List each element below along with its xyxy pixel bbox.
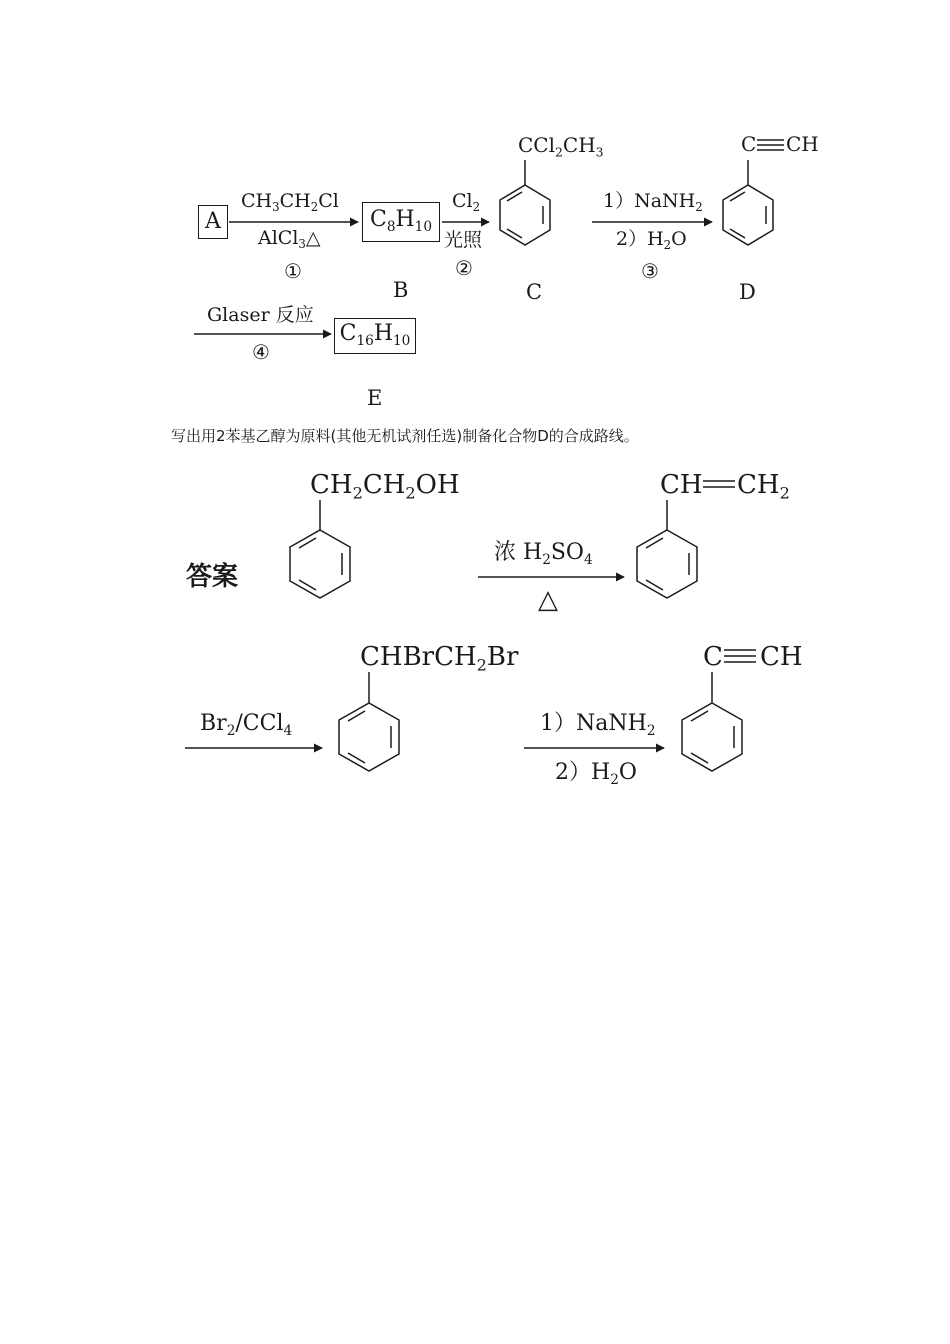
answer-styrene-ch: CH bbox=[660, 470, 703, 500]
step4-number: ④ bbox=[252, 340, 270, 364]
step2-reagent: $Cl_2$ bbox=[452, 190, 481, 215]
benzene-ring-ans2 bbox=[637, 500, 697, 598]
benzene-ring-c bbox=[500, 160, 550, 245]
triple-bond-ans4 bbox=[724, 650, 756, 662]
answer-product-ch: CH bbox=[760, 642, 803, 672]
compound-c-label: C bbox=[526, 280, 543, 304]
compound-b-label: B bbox=[393, 278, 409, 302]
answer-start-substituent: $CH_2CH_2OH$ bbox=[310, 470, 460, 503]
compound-b-box: $C_8H_{10}$ bbox=[362, 202, 440, 242]
compound-e-box: $C_{16}H_{10}$ bbox=[334, 318, 416, 354]
step4-reagent: Glaser 反应 bbox=[207, 304, 314, 326]
compound-d-substituent-c: C bbox=[741, 132, 757, 156]
question-text: 写出用2苯基乙醇为原料(其他无机试剂任选)制备化合物D的合成路线。 bbox=[171, 427, 639, 445]
step2-number: ② bbox=[455, 256, 473, 280]
benzene-ring-d bbox=[723, 160, 773, 245]
step1-catalyst: AlCl$_3$△ bbox=[258, 227, 321, 252]
compound-c-substituent: $CCl_2CH_3$ bbox=[518, 133, 604, 160]
step1-number: ① bbox=[284, 259, 302, 283]
step3-reagent-1: 1）NaNH$_2$ bbox=[603, 190, 703, 215]
answer-product-c: C bbox=[703, 642, 723, 672]
compound-a-box: A bbox=[198, 205, 228, 239]
answer-styrene-ch2: $CH_2$ bbox=[737, 470, 790, 503]
benzene-ring-ans3 bbox=[339, 672, 399, 771]
double-bond-ans2 bbox=[703, 481, 735, 487]
step3-number: ③ bbox=[641, 259, 659, 283]
compound-d-substituent-ch: CH bbox=[786, 132, 819, 156]
compound-e-label: E bbox=[367, 386, 383, 410]
compound-d-label: D bbox=[739, 280, 756, 304]
step2-condition: 光照 bbox=[444, 229, 483, 251]
benzene-ring-ans4 bbox=[682, 672, 742, 771]
answer-step2-reagent: $Br_2/CCl_4$ bbox=[200, 711, 293, 739]
benzene-ring-ans1 bbox=[290, 500, 350, 598]
answer-title: 答案 bbox=[186, 562, 239, 592]
step1-reagent: $CH_3CH_2Cl$ bbox=[241, 190, 339, 215]
answer-step3-reagent-1: 1）NaNH$_2$ bbox=[540, 711, 656, 739]
triple-bond-d bbox=[757, 140, 784, 150]
answer-step1-reagent: 浓 $H_2SO_4$ bbox=[494, 540, 593, 568]
answer-step3-reagent-2: $2)H_2O$ bbox=[555, 760, 637, 788]
answer-dibromide-substituent: CHBrCH$_2$Br bbox=[360, 642, 519, 675]
answer-step1-heat: △ bbox=[538, 585, 558, 615]
step3-reagent-2: $2)H_2O$ bbox=[616, 228, 687, 253]
